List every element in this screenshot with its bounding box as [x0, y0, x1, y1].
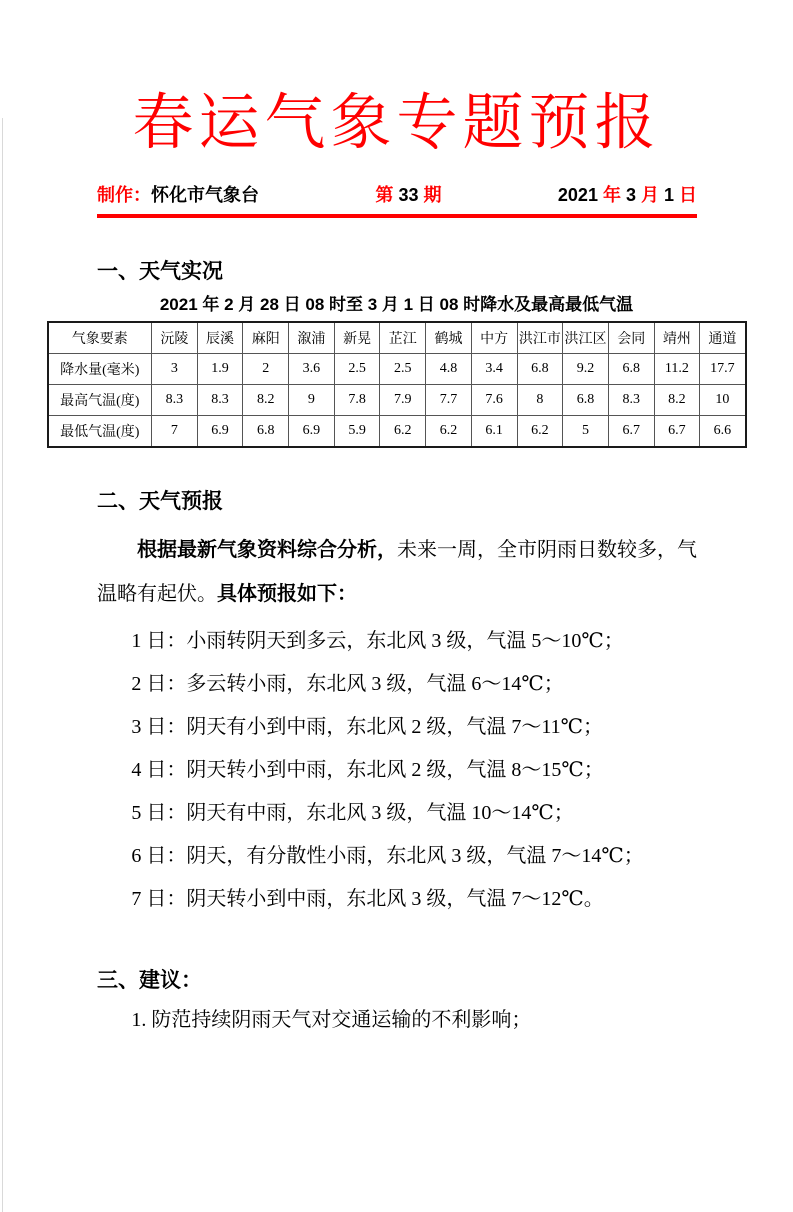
table-row-precipitation [48, 354, 746, 385]
suggestion-item-1: 1. 防范持续阴雨天气对交通运输的不利影响； [131, 1009, 532, 1032]
forecast-day-2: 2 日：多云转小雨，东北风 3 级，气温 6～14℃； [131, 673, 564, 696]
table-cell: 2.5 [334, 354, 380, 385]
table-cell: 7.8 [334, 385, 380, 416]
table-header-cell: 麻阳 [243, 322, 289, 354]
date-day-unit: 日 [678, 185, 697, 206]
forecast-day-1: 1 日：小雨转阴天到多云，东北风 3 级，气温 5～10℃； [131, 630, 624, 653]
table-title: 2021 年 2 月 28 日 08 时至 3 月 1 日 08 时降水及最高最低气温 [159, 295, 634, 315]
table-cell: 8 [517, 385, 563, 416]
table-cell: 8.3 [608, 385, 654, 416]
table-cell: 6.8 [608, 354, 654, 385]
table-header-row [48, 322, 746, 354]
date-month: 3 [620, 185, 641, 206]
table-cell: 17.7 [700, 354, 746, 385]
maker-label: 制作： [97, 185, 151, 206]
forecast-day-5: 5 日：阴天有中雨，东北风 3 级，气温 10～14℃； [131, 802, 574, 825]
forecast-day-6: 6 日：阴天，有分散性小雨，东北风 3 级，气温 7～14℃； [131, 845, 644, 868]
intro-bold-lead: 根据最新气象资料综合分析， [137, 539, 397, 562]
table-row-min-temp [48, 416, 746, 448]
table-cell: 5.9 [334, 416, 380, 448]
table-row-max-temp [48, 385, 746, 416]
table-header-cell: 沅陵 [152, 322, 198, 354]
page-edge-divider [2, 118, 3, 1212]
table-cell: 5 [563, 416, 609, 448]
table-cell: 10 [700, 385, 746, 416]
table-header-cell: 中方 [471, 322, 517, 354]
section3-heading: 三、建议： [97, 969, 202, 993]
masthead-date [558, 183, 697, 207]
table-cell: 3 [152, 354, 198, 385]
date-year-unit: 年 [602, 185, 621, 206]
table-cell: 8.3 [152, 385, 198, 416]
table-cell: 1.9 [197, 354, 243, 385]
table-header-cell: 洪江市 [517, 322, 563, 354]
forecast-day-3: 3 日：阴天有小到中雨，东北风 2 级，气温 7～11℃； [131, 716, 604, 739]
row-label: 最高气温(度) [48, 385, 152, 416]
masthead-divider [97, 214, 697, 218]
table-cell: 6.7 [654, 416, 700, 448]
forecast-day-4: 4 日：阴天转小到中雨，东北风 2 级，气温 8～15℃； [131, 759, 604, 782]
table-cell: 6.7 [608, 416, 654, 448]
table-cell: 8.3 [197, 385, 243, 416]
table-cell: 6.8 [243, 416, 289, 448]
table-cell: 2.5 [380, 354, 426, 385]
table-cell: 6.1 [471, 416, 517, 448]
table-cell: 7 [152, 416, 198, 448]
issue-number: 33 [398, 185, 419, 206]
date-day: 1 [658, 185, 679, 206]
table-cell: 8.2 [654, 385, 700, 416]
table-cell: 6.6 [700, 416, 746, 448]
table-cell: 3.4 [471, 354, 517, 385]
table-header-cell: 洪江区 [563, 322, 609, 354]
table-cell: 6.2 [380, 416, 426, 448]
issue-suffix: 期 [418, 185, 442, 206]
table-cell: 11.2 [654, 354, 700, 385]
table-header-cell: 辰溪 [197, 322, 243, 354]
table-cell: 4.8 [426, 354, 472, 385]
suggestions-list [97, 999, 697, 1042]
intro-regular-text: 未来一周，全市阴雨日数较多，气温略有起伏。 [97, 539, 697, 606]
table-cell: 7.6 [471, 385, 517, 416]
table-cell: 8.2 [243, 385, 289, 416]
table-header-cell: 溆浦 [289, 322, 335, 354]
document-title: 春运气象专题预报 [132, 90, 661, 157]
row-label: 最低气温(度) [48, 416, 152, 448]
table-cell: 7.9 [380, 385, 426, 416]
date-month-unit: 月 [640, 185, 659, 206]
row-label: 降水量(毫米) [48, 354, 152, 385]
forecast-intro-paragraph [97, 528, 697, 616]
table-cell: 3.6 [289, 354, 335, 385]
table-header-cell: 会同 [608, 322, 654, 354]
table-cell: 6.9 [197, 416, 243, 448]
table-header-cell: 鹤城 [426, 322, 472, 354]
date-year: 2021 [557, 185, 603, 206]
table-cell: 6.2 [517, 416, 563, 448]
section1-heading: 一、天气实况 [97, 260, 223, 284]
table-cell: 6.2 [426, 416, 472, 448]
table-cell: 6.9 [289, 416, 335, 448]
table-header-cell: 芷江 [380, 322, 426, 354]
issue-prefix: 第 [375, 185, 399, 206]
table-cell: 9 [289, 385, 335, 416]
table-cell: 2 [243, 354, 289, 385]
forecast-day-list [97, 620, 697, 921]
table-cell: 9.2 [563, 354, 609, 385]
forecast-day-7: 7 日：阴天转小到中雨，东北风 3 级，气温 7～12℃。 [131, 888, 604, 911]
masthead [97, 183, 697, 207]
table-header-cell: 新晃 [334, 322, 380, 354]
table-header-cell: 通道 [700, 322, 746, 354]
table-cell: 7.7 [426, 385, 472, 416]
section2-heading: 二、天气预报 [97, 490, 223, 514]
maker-value: 怀化市气象台 [151, 185, 259, 206]
intro-bold-tail: 具体预报如下： [217, 583, 357, 606]
table-header-cell: 靖州 [654, 322, 700, 354]
masthead-maker [97, 183, 259, 207]
weather-table [47, 321, 747, 448]
masthead-issue [375, 183, 441, 207]
table-header-cell: 气象要素 [48, 322, 152, 354]
table-cell: 6.8 [517, 354, 563, 385]
table-cell: 6.8 [563, 385, 609, 416]
